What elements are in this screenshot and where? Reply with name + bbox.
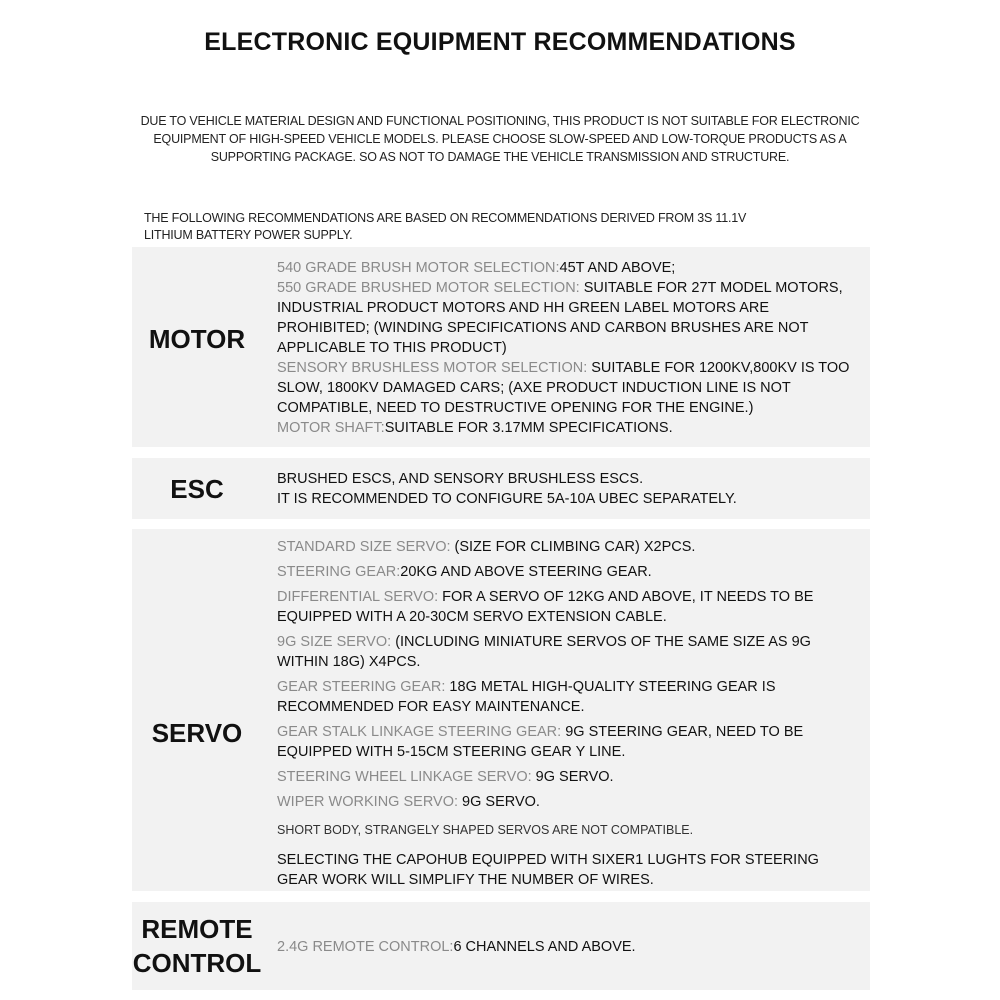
item-value: 20KG AND ABOVE STEERING GEAR. [400, 564, 652, 580]
motor-item-540 [277, 258, 862, 278]
servo-item-wiper [277, 792, 862, 812]
servo-heading: SERVO [151, 718, 243, 748]
item-value: 9G SERVO. [531, 769, 614, 785]
item-value: 9G STEERING GEAR, NEED TO BE EQUIPPED WITH 5-15CM STEERING GEAR Y LINE. [277, 724, 804, 760]
item-label: STEERING GEAR: [277, 564, 401, 580]
item-label: 540 GRADE BRUSH MOTOR SELECTION: [277, 260, 560, 276]
motor-item-550 [277, 278, 862, 358]
item-value: (INCLUDING MINIATURE SERVOS OF THE SAME SIZE AS 9G WITHIN 18G) X4PCS. [277, 634, 811, 670]
item-label: 9G SIZE SERVO: [277, 634, 392, 650]
item-label: DIFFERENTIAL SERVO: [277, 589, 439, 605]
page-title: ELECTRONIC EQUIPMENT RECOMMENDATIONS [204, 28, 796, 56]
motor-item-shaft [277, 418, 862, 438]
servo-item-differential [277, 587, 862, 627]
servo-item-gear-steering [277, 677, 862, 717]
motor-body [277, 258, 862, 438]
remote-item [277, 937, 862, 957]
esc-line-1: BRUSHED ESCS, AND SENSORY BRUSHLESS ESCS. [277, 471, 644, 487]
intro-paragraph: DUE TO VEHICLE MATERIAL DESIGN AND FUNCTIONAL POSITIONING, THIS PRODUCT IS NOT SUITABLE FOR ELECTRONIC EQUIPMENT OF HIGH-SPEED VEHICLE MODELS. PLEASE CHOOSE SLOW-SPEED AND LOW-TORQUE PRODUCTS AS A SUPPORTING PACKAGE. SO AS NOT TO DAMAGE THE VEHICLE TRANSMISSION AND STRUCTURE. [140, 114, 860, 164]
remote-heading-line-1: REMOTE [141, 914, 253, 944]
item-value: SUITABLE FOR 3.17MM SPECIFICATIONS. [384, 420, 673, 436]
servo-item-steering [277, 562, 862, 582]
motor-heading: MOTOR [148, 324, 246, 354]
item-label: STANDARD SIZE SERVO: [277, 539, 451, 555]
item-value: SUITABLE FOR 27T MODEL MOTORS, INDUSTRIAL PRODUCT MOTORS AND HH GREEN LABEL MOTORS ARE PROHIBITED; (WINDING SPECIFICATIONS AND CARBON BRUSHES ARE NOT APPLICABLE TO THIS PRODUCT) [277, 280, 843, 356]
item-label: MOTOR SHAFT: [277, 420, 385, 436]
basis-note: THE FOLLOWING RECOMMENDATIONS ARE BASED ON RECOMMENDATIONS DERIVED FROM 3S 11.1V LITHIUM BATTERY POWER SUPPLY. [144, 211, 747, 242]
item-value: 9G SERVO. [458, 794, 540, 810]
servo-item-standard [277, 537, 862, 557]
esc-heading: ESC [170, 474, 224, 504]
esc-line-2: IT IS RECOMMENDED TO CONFIGURE 5A-10A UBEC SEPARATELY. [277, 491, 737, 507]
servo-item-wheel-linkage [277, 767, 862, 787]
item-label: 2.4G REMOTE CONTROL: [277, 939, 454, 955]
esc-body [277, 469, 862, 509]
item-value: 45T AND ABOVE; [559, 260, 676, 276]
item-value: 6 CHANNELS AND ABOVE. [453, 939, 636, 955]
servo-body [277, 537, 862, 895]
item-label: 550 GRADE BRUSHED MOTOR SELECTION: [277, 280, 580, 296]
item-label: GEAR STEERING GEAR: [277, 679, 446, 695]
item-value: (SIZE FOR CLIMBING CAR) X2PCS. [450, 539, 696, 555]
item-label: SENSORY BRUSHLESS MOTOR SELECTION: [277, 360, 588, 376]
servo-note: SHORT BODY, STRANGELY SHAPED SERVOS ARE NOT COMPATIBLE. [277, 823, 694, 837]
remote-heading-line-2: CONTROL [132, 948, 262, 978]
item-label: GEAR STALK LINKAGE STEERING GEAR: [277, 724, 562, 740]
item-value: FOR A SERVO OF 12KG AND ABOVE, IT NEEDS TO BE EQUIPPED WITH A 20-30CM SERVO EXTENSION CABLE. [277, 589, 814, 625]
servo-item-9g [277, 632, 862, 672]
servo-section [132, 529, 870, 891]
remote-heading [132, 912, 262, 980]
motor-section [132, 247, 870, 447]
esc-section [132, 458, 870, 519]
motor-item-brushless [277, 358, 862, 418]
item-label: WIPER WORKING SERVO: [277, 794, 459, 810]
remote-body [277, 937, 862, 957]
servo-tip: SELECTING THE CAPOHUB EQUIPPED WITH SIXER1 LUGHTS FOR STEERING GEAR WORK WILL SIMPLIFY THE NUMBER OF WIRES. [277, 852, 819, 888]
item-value: 18G METAL HIGH-QUALITY STEERING GEAR IS RECOMMENDED FOR EASY MAINTENANCE. [277, 679, 776, 715]
remote-section [132, 902, 870, 990]
item-label: STEERING WHEEL LINKAGE SERVO: [277, 769, 532, 785]
servo-item-stalk-linkage [277, 722, 862, 762]
item-value: SUITABLE FOR 1200KV,800KV IS TOO SLOW, 1800KV DAMAGED CARS; (AXE PRODUCT INDUCTION LINE IS NOT COMPATIBLE, NEED TO DESTRUCTIVE OPENING FOR THE ENGINE.) [277, 360, 850, 416]
